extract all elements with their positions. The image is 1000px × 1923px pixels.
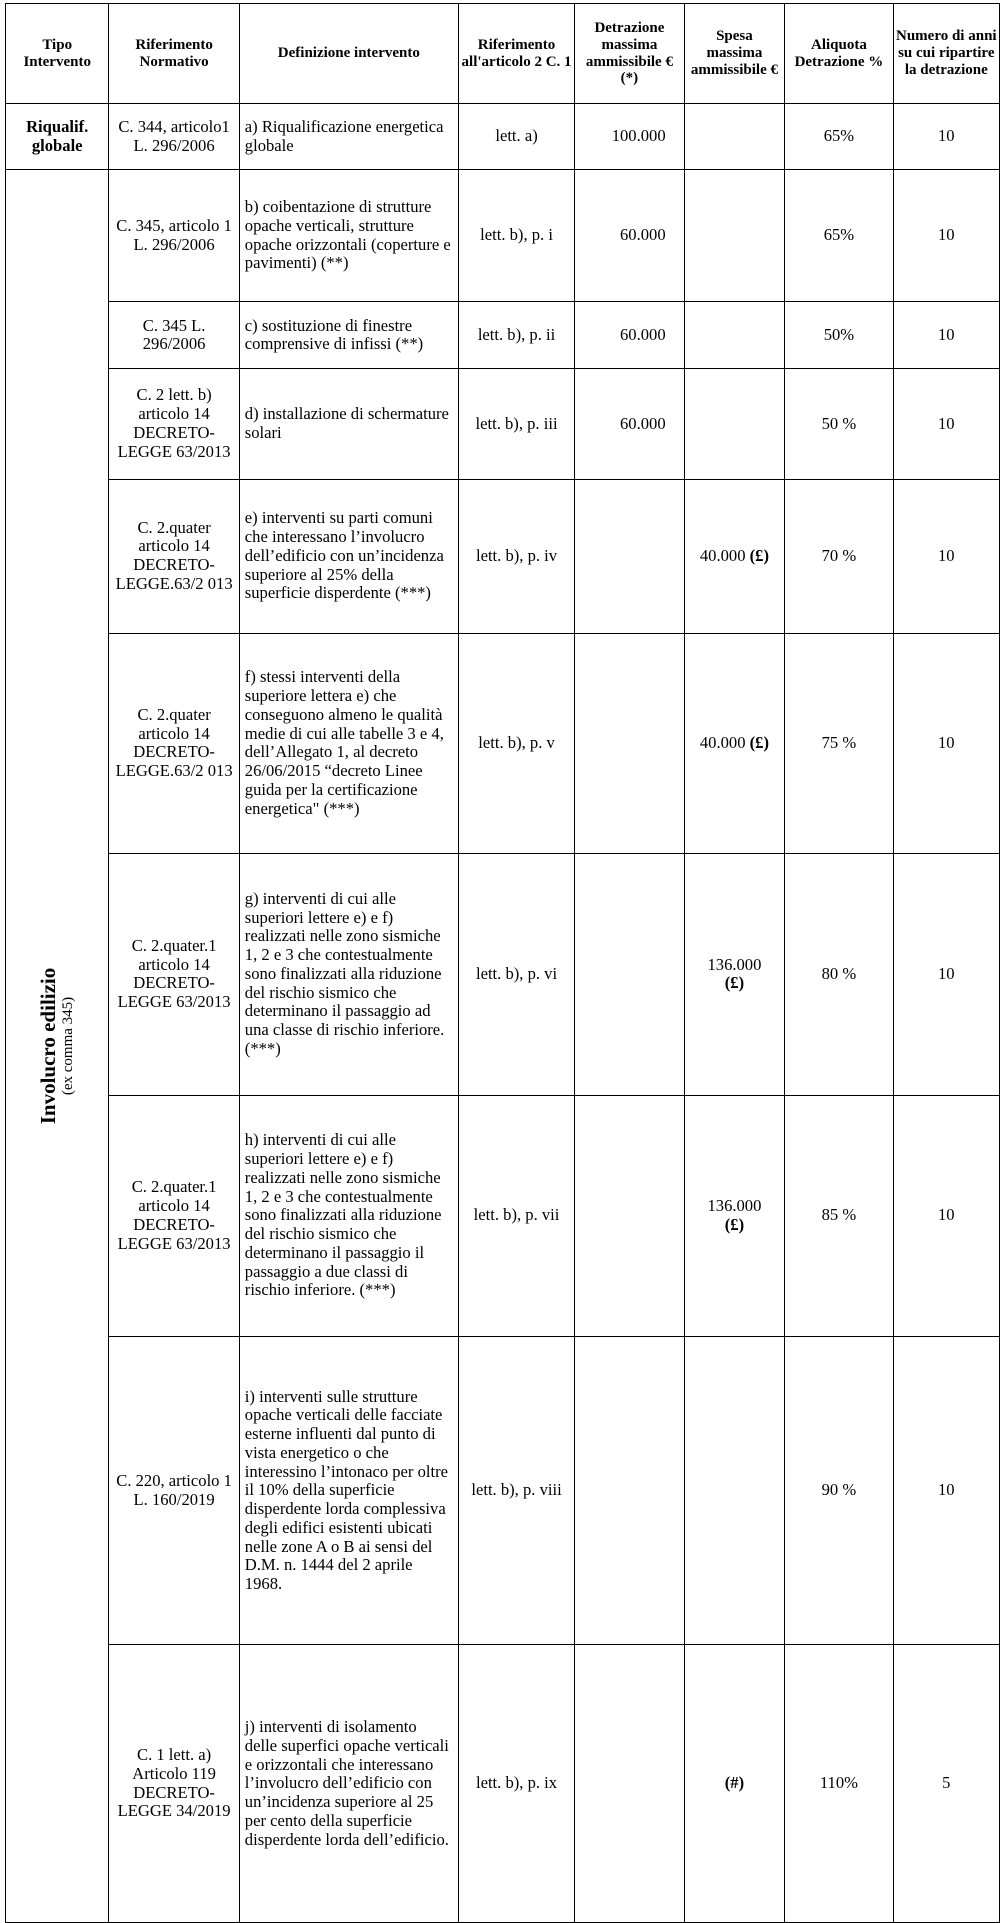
detrazione-cell: 60.000	[575, 369, 684, 479]
anni-cell: 10	[893, 854, 999, 1095]
table-row	[6, 1095, 1000, 1336]
articolo-cell: lett. b), p. ii	[458, 302, 574, 369]
table-row	[6, 633, 1000, 853]
anni-cell: 10	[893, 369, 999, 479]
aliquota-cell: 110%	[785, 1645, 893, 1923]
articolo-cell: lett. b), p. vi	[458, 854, 574, 1095]
spesa-cell	[684, 854, 785, 1095]
riferimento-cell: C. 220, articolo 1 L. 160/2019	[109, 1336, 239, 1645]
tipo-riqualificazione: Riqualif. globale	[6, 104, 109, 170]
riferimento-cell: C. 1 lett. a) Articolo 119 DECRETO-LEGGE 34/2019	[109, 1645, 239, 1923]
table-row	[6, 1645, 1000, 1923]
spesa-cell	[684, 1645, 785, 1923]
header-definizione: Definizione intervento	[239, 4, 458, 104]
detrazione-cell	[575, 854, 684, 1095]
riferimento-cell: C. 2 lett. b) articolo 14 DECRETO-LEGGE 63/2013	[109, 369, 239, 479]
definizione-cell: i) interventi sulle strutture opache verticali delle facciate esterne influenti dal punto di vista energetico o che interessino l’intonaco per oltre il 10% della superficie disperdente lorda complessiva degli edifici esistenti ubicati nelle zone A o B ai sensi del D.M. n. 1444 del 2 aprile 1968.	[239, 1336, 458, 1645]
table-row	[6, 170, 1000, 302]
definizione-cell: j) interventi di isolamento delle superfici opache verticali e orizzontali che interessano l’involucro dell’edificio con un’incidenza superiore al 25 per cento della superficie disperdente lorda dell’edificio.	[239, 1645, 458, 1923]
spesa-value: 136.000	[707, 1196, 762, 1215]
anni-cell: 10	[893, 1336, 999, 1645]
aliquota-cell: 75 %	[785, 633, 893, 853]
spesa-cell	[684, 633, 785, 853]
detrazione-cell	[575, 633, 684, 853]
anni-cell: 10	[893, 1095, 999, 1336]
spesa-cell	[684, 1336, 785, 1645]
anni-cell: 10	[893, 302, 999, 369]
spesa-cell	[684, 302, 785, 369]
definizione-cell: b) coibentazione di strutture opache verticali, strutture opache orizzontali (coperture e pavimenti) (**)	[239, 170, 458, 302]
riferimento-cell: C. 2.quater.1 articolo 14 DECRETO-LEGGE 63/2013	[109, 1095, 239, 1336]
articolo-cell: lett. a)	[458, 104, 574, 170]
definizione-cell: a) Riqualificazione energetica globale	[239, 104, 458, 170]
aliquota-cell: 90 %	[785, 1336, 893, 1645]
spesa-cell	[684, 104, 785, 170]
aliquota-cell: 65%	[785, 104, 893, 170]
tipo-involucro	[6, 170, 109, 1923]
detrazione-cell	[575, 1336, 684, 1645]
spesa-mark: (#)	[724, 1773, 745, 1793]
articolo-cell: lett. b), p. v	[458, 633, 574, 853]
spesa-cell	[684, 369, 785, 479]
riferimento-cell: C. 2.quater.1 articolo 14 DECRETO-LEGGE 63/2013	[109, 854, 239, 1095]
header-aliquota: Aliquota Detrazione %	[785, 4, 893, 104]
table-row	[6, 104, 1000, 170]
riferimento-cell: C. 345 L. 296/2006	[109, 302, 239, 369]
articolo-cell: lett. b), p. vii	[458, 1095, 574, 1336]
table-row	[6, 854, 1000, 1095]
incentives-table	[5, 3, 1000, 1923]
aliquota-cell: 80 %	[785, 854, 893, 1095]
spesa-cell	[684, 479, 785, 633]
header-detrazione: Detrazione massima ammissibile € (*)	[575, 4, 684, 104]
table-row	[6, 369, 1000, 479]
definizione-cell: h) interventi di cui alle superiori lettere e) e f) realizzati nelle zono sismiche 1, 2 e 3 che contestualmente sono finalizzati alla riduzione del rischio sismico che determinano il passaggio il passaggio a due classi di rischio inferiore. (***)	[239, 1095, 458, 1336]
tipo-involucro-title: Involucro edilizio	[36, 967, 61, 1125]
header-row	[6, 4, 1000, 104]
header-spesa: Spesa massima ammissibile €	[684, 4, 785, 104]
detrazione-cell: 100.000	[575, 104, 684, 170]
aliquota-cell: 65%	[785, 170, 893, 302]
articolo-cell: lett. b), p. iv	[458, 479, 574, 633]
detrazione-cell	[575, 479, 684, 633]
aliquota-cell: 70 %	[785, 479, 893, 633]
definizione-cell: c) sostituzione di finestre comprensive di infissi (**)	[239, 302, 458, 369]
anni-cell: 10	[893, 104, 999, 170]
riferimento-cell: C. 345, articolo 1 L. 296/2006	[109, 170, 239, 302]
spesa-mark: (£)	[724, 1214, 745, 1234]
anni-cell: 10	[893, 633, 999, 853]
aliquota-cell: 50 %	[785, 369, 893, 479]
definizione-cell: d) installazione di schermature solari	[239, 369, 458, 479]
anni-cell: 10	[893, 479, 999, 633]
spesa-mark: (£)	[749, 545, 770, 565]
riferimento-cell: C. 2.quater articolo 14 DECRETO-LEGGE.63/2 013	[109, 633, 239, 853]
table-row	[6, 479, 1000, 633]
articolo-cell: lett. b), p. i	[458, 170, 574, 302]
detrazione-cell: 60.000	[575, 302, 684, 369]
spesa-value: 40.000	[699, 545, 746, 565]
definizione-cell: e) interventi su parti comuni che interessano l’involucro dell’edificio con un’incidenza superiore al 25% della superficie disperdente (***)	[239, 479, 458, 633]
header-anni: Numero di anni su cui ripartire la detrazione	[893, 4, 999, 104]
spesa-value: 40.000	[699, 733, 746, 753]
detrazione-cell: 60.000	[575, 170, 684, 302]
header-tipo: Tipo Intervento	[6, 4, 109, 104]
table-row	[6, 302, 1000, 369]
articolo-cell: lett. b), p. iii	[458, 369, 574, 479]
tipo-involucro-subtitle: (ex comma 345)	[60, 996, 77, 1096]
spesa-mark: (£)	[749, 733, 770, 753]
anni-cell: 5	[893, 1645, 999, 1923]
articolo-cell: lett. b), p. viii	[458, 1336, 574, 1645]
definizione-cell: f) stessi interventi della superiore lettera e) che conseguono almeno le qualità medie di cui alle tabelle 3 e 4, dell’Allegato 1, al decreto 26/06/2015 “decreto Linee guida per la certificazione energetica" (***)	[239, 633, 458, 853]
riferimento-cell: C. 2.quater articolo 14 DECRETO-LEGGE.63/2 013	[109, 479, 239, 633]
aliquota-cell: 50%	[785, 302, 893, 369]
definizione-cell: g) interventi di cui alle superiori lettere e) e f) realizzati nelle zono sismiche 1, 2 e 3 che contestualmente sono finalizzati alla riduzione del rischio sismico che determinano il passaggio ad una classe di rischio inferiore. (***)	[239, 854, 458, 1095]
table-row	[6, 1336, 1000, 1645]
aliquota-cell: 85 %	[785, 1095, 893, 1336]
articolo-cell: lett. b), p. ix	[458, 1645, 574, 1923]
spesa-value: 136.000	[707, 954, 762, 974]
anni-cell: 10	[893, 170, 999, 302]
spesa-cell	[684, 1095, 785, 1336]
header-riferimento: Riferimento Normativo	[109, 4, 239, 104]
riferimento-cell: C. 344, articolo1 L. 296/2006	[109, 104, 239, 170]
detrazione-cell	[575, 1645, 684, 1923]
spesa-cell	[684, 170, 785, 302]
detrazione-cell	[575, 1095, 684, 1336]
spesa-mark: (£)	[724, 973, 745, 993]
header-articolo: Riferimento all'articolo 2 C. 1	[458, 4, 574, 104]
